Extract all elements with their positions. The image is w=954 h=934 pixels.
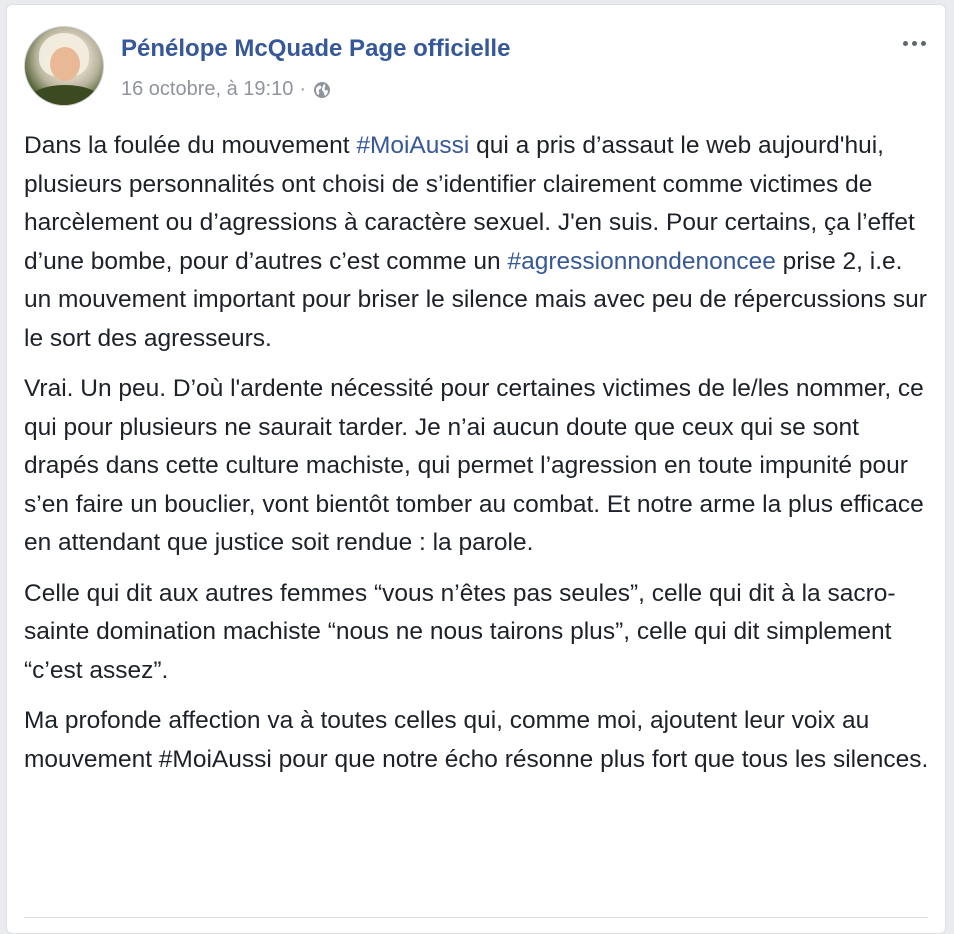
page-name-link[interactable]: Pénélope McQuade Page officielle <box>121 35 511 62</box>
post-card <box>6 4 946 934</box>
post-paragraph-3: Celle qui dit aux autres femmes “vous n’êtes pas seules”, celle qui dit à la sacro-sainte domination machiste “nous ne nous tairons plus”, celle qui dit simplement “c’est assez”. <box>24 579 896 684</box>
meta-separator: · <box>299 78 307 100</box>
post-paragraph-4: Ma profonde affection va à toutes celles qui, comme moi, ajoutent leur voix au mouvement #MoiAussi pour que notre écho résonne plus fort que tous les silences. <box>24 707 929 773</box>
more-dot <box>912 41 917 46</box>
avatar-shoulders <box>29 85 101 106</box>
paragraph-text: prise 2, i.e. un mouvement important pour briser le silence mais avec peu de répercussions sur le sort des agresseurs. <box>24 247 927 352</box>
more-dot <box>921 41 926 46</box>
post-body <box>24 127 934 791</box>
post-meta <box>121 78 331 101</box>
post-timestamp[interactable]: 16 octobre, à 19:10 <box>121 78 294 100</box>
post-paragraph-1 <box>24 127 934 358</box>
globe-icon[interactable] <box>313 81 331 99</box>
page-avatar[interactable] <box>24 26 104 106</box>
more-options-icon[interactable] <box>897 33 931 53</box>
paragraph-text: Dans la foulée du mouvement <box>24 132 357 159</box>
post-paragraph-2: Vrai. Un peu. D’où l'ardente nécessité pour certaines victimes de le/les nommer, ce qui pour plusieurs ne saurait tarder. Je n’ai aucun doute que ceux qui se sont drapés dans cette culture machiste, qui permet l’agression en toute impunité pour s’en faire un bouclier, vont bientôt tomber au combat. Et notre arme la plus efficace en attendant que justice soit rendue : la parole. <box>24 375 924 556</box>
paragraph-text: qui a pris d’assaut le web aujourd'hui, plusieurs personnalités ont choisi de s’identifier clairement comme victimes de harcèlement ou d’agressions à caractère sexuel. J'en suis. Pour certains, ça l’effet d’une bombe, pour d’autres c’est comme un <box>24 132 915 275</box>
hashtag-link-agressionnondenoncee[interactable]: #agressionnondenoncee <box>507 247 776 275</box>
divider <box>24 917 928 918</box>
avatar-face <box>50 47 80 81</box>
more-dot <box>903 41 908 46</box>
hashtag-link-moiaussi[interactable]: #MoiAussi <box>356 132 470 159</box>
